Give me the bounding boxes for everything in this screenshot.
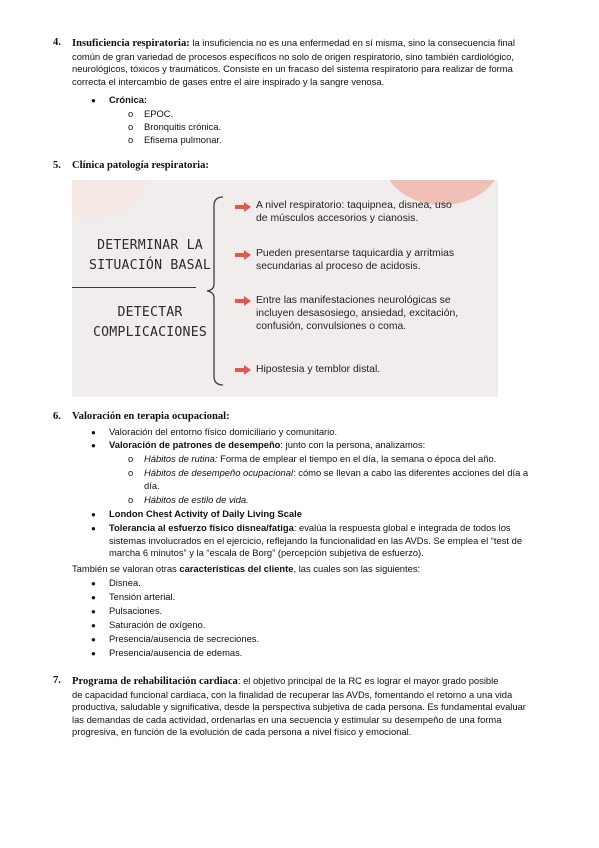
sub-bullet-icon: o (128, 453, 134, 464)
bullet-icon: ● (91, 635, 96, 644)
list-item: Presencia/ausencia de secreciones. (109, 633, 260, 644)
item-neurologicas: Entre las manifestaciones neurológicas se incluyen desasosiego, ansiedad, excitación, confusión, convulsiones o coma. (256, 295, 459, 332)
section-4-paragraph (72, 37, 564, 88)
brace-icon (206, 196, 226, 386)
section-7-paragraph: Programa de rehabilitación cardiaca: el objetivo principal de la RC es lograr el mayor grado posible de capacidad funcional cardiaca, con la finalidad de recuperar las AVDs, fomentando el retorno a una vida productiva, saludable y significativa, desde la perspectiva subjetiva de cada persona. Es fundamental evaluar las demandas de cada actividad, ordenarlas en una secuencia y estimular su desempeño de una forma progresiva, en función de la evolución de cada persona a nivel físico y emocional. (72, 675, 526, 738)
habitos-rutina: Hábitos de rutina: Forma de emplear el tiempo en el día, la semana o época del año. (144, 453, 497, 464)
section-6-title: Valoración en terapia ocupacional: (72, 411, 230, 422)
clinical-infographic (72, 180, 498, 397)
list-item: Presencia/ausencia de edemas. (109, 647, 243, 658)
list-item: Saturación de oxígeno. (109, 619, 206, 630)
list-item: Disnea. (109, 577, 141, 588)
list-item: Tensión arterial. (109, 591, 176, 602)
arrow-right-icon (235, 296, 251, 306)
divider (72, 287, 196, 288)
arrow-right-icon (235, 202, 251, 212)
decor-blob (72, 180, 146, 218)
sub-bullet-icon: o (128, 134, 134, 145)
cronica-label: Crónica: (109, 94, 148, 105)
subitem-bronquitis: Bronquitis crónica. (144, 121, 222, 132)
item-respiratorio: A nivel respiratorio: taquipnea, disnea, uso de músculos accesorios y cianosis. (256, 200, 452, 224)
habitos-estilo-vida: Hábitos de estilo de vida. (144, 494, 249, 505)
bullet-icon: ● (91, 649, 96, 658)
subitem-enfisema: Efisema pulmonar. (144, 134, 222, 145)
determinar-situacion-basal: DETERMINAR LA SITUACIÓN BASAL (88, 238, 212, 273)
list-item: Pulsaciones. (109, 605, 163, 616)
detectar-complicaciones: DETECTAR COMPLICACIONES (93, 305, 207, 340)
bullet-icon: ● (91, 524, 96, 533)
bullet-icon: ● (91, 96, 96, 105)
section-4-line-4: correcta el intercambio de gases entre el aire inspirado y la sangre venosa. (72, 75, 385, 87)
section-4-number: 4. (53, 37, 61, 48)
sub-bullet-icon: o (128, 494, 134, 505)
patrones-item: Valoración de patrones de desempeño: junto con la persona, analizamos: (109, 439, 426, 450)
sub-bullet-icon: o (128, 467, 134, 478)
bullet-icon: ● (91, 428, 96, 437)
london-chest-item: London Chest Activity of Daily Living Scale (109, 508, 302, 519)
section-4-line-1: la insuficiencia no es una enfermedad en sí misma, sino la consecuencia final (189, 37, 515, 48)
bullet-icon: ● (91, 607, 96, 616)
bullet-icon: ● (91, 579, 96, 588)
section-7-number: 7. (53, 675, 61, 686)
arrow-right-icon (235, 365, 251, 375)
section-7-title: Programa de rehabilitación cardiaca (72, 676, 238, 687)
arrow-right-icon (235, 250, 251, 260)
bullet-icon: ● (91, 441, 96, 450)
item-taquicardia: Pueden presentarse taquicardia y arritmias secundarias al proceso de acidosis. (256, 248, 455, 272)
bullet-icon: ● (91, 593, 96, 602)
section-4-line-3: neurológicos, tóxicos y traumáticos. Consiste en un fracaso del sistema respiratorio para realizar de forma (72, 63, 513, 75)
section-4-line-2: común de gran variedad de procesos específicos no solo de origen respiratorio, sino también cardiológico, (72, 50, 514, 62)
entorno-item: Valoración del entorno físico domiciliario y comunitario. (109, 426, 338, 437)
section-4-title: Insuficiencia respiratoria: (72, 38, 190, 49)
sub-bullet-icon: o (128, 108, 134, 119)
habitos-desempeno: Hábitos de desempeño ocupacional: cómo se llevan a cabo las diferentes acciones del día a día. (144, 467, 529, 491)
subitem-epoc: EPOC. (144, 108, 174, 119)
item-hipostesia: Hipostesia y temblor distal. (256, 364, 381, 375)
section-5-number: 5. (53, 160, 61, 171)
bullet-icon: ● (91, 621, 96, 630)
section-5-title: Clínica patología respiratoria: (72, 160, 209, 171)
tolerancia-item: Tolerancia al esfuerzo físico disnea/fatiga: evalúa la respuesta global e integrada de todos los sistemas involucrados en el ejercicio, reflejando la funcionalidad en las AVDs. Se emplea el “test de marcha 6 minutos” y la “escala de Borg” (percepción subjetiva de esfuerzo). (109, 522, 523, 559)
sub-bullet-icon: o (128, 121, 134, 132)
caracteristicas-intro: También se valoran otras características del cliente, las cuales son las siguientes: (72, 563, 421, 574)
section-6-number: 6. (53, 411, 61, 422)
bullet-icon: ● (91, 510, 96, 519)
